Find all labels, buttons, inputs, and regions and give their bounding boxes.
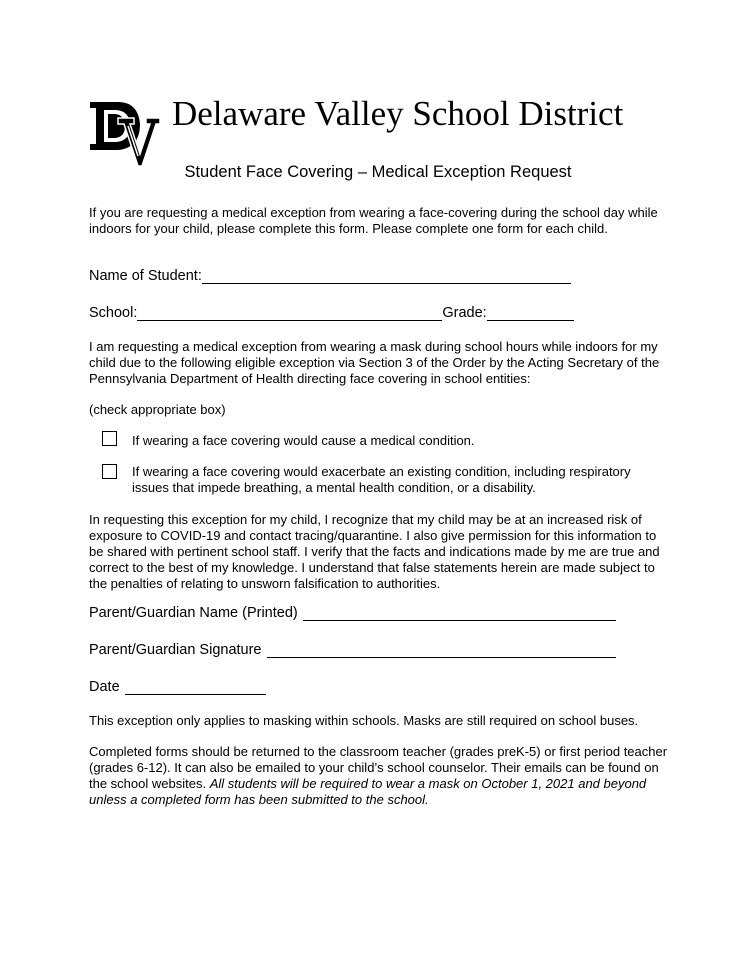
return-note-text: Completed forms should be returned to the classroom teacher (grades preK-5) or first period teacher (grades 6-12). It can also be emailed to your child’s school counselor. Their emails can be found on the school websites. — [89, 744, 668, 791]
return-note — [89, 744, 674, 808]
parent-signature-label: Parent/Guardian Signature — [89, 642, 262, 658]
school-grade-row — [89, 305, 574, 321]
parent-name-row — [89, 605, 616, 621]
form-title: Student Face Covering – Medical Exception Request — [184, 163, 572, 181]
parent-name-label: Parent/Guardian Name (Printed) — [89, 605, 298, 621]
intro-text: If you are requesting a medical exception from wearing a face-covering during the school day while indoors for your child, please complete this form. Please complete one form for each child. — [89, 205, 658, 236]
parent-signature-field[interactable] — [267, 642, 616, 658]
option-label: If wearing a face covering would exacerbate an existing condition, including respiratory issues that impede breathing, a mental health condition, or a disability. — [132, 464, 631, 495]
acknowledgement-text: In requesting this exception for my child, I recognize that my child may be at an increased risk of exposure to COVID-19 and contact tracing/quarantine. I also give permission for this information to be shared with pertinent school staff. I verify that the facts and indications made by me are true and correct to the best of my knowledge. I understand that false statements herein are made subject to the penalties of relating to unsworn falsification to authorities. — [89, 512, 660, 591]
school-label: School: — [89, 305, 138, 321]
student-name-field[interactable] — [202, 268, 571, 284]
date-label: Date — [89, 679, 120, 695]
medical-condition-checkbox[interactable] — [102, 431, 117, 446]
return-note-emphasis: All students will be required to wear a mask on October 1, 2021 and beyond unless a completed form has been submitted to the school. — [89, 776, 647, 807]
option-row-medical-condition — [102, 431, 662, 449]
student-name-label: Name of Student: — [89, 268, 202, 284]
bus-note: This exception only applies to masking within schools. Masks are still required on school buses. — [89, 713, 639, 728]
request-statement: I am requesting a medical exception from wearing a mask during school hours while indoors for my child due to the following eligible exception via Section 3 of the Order by the Acting Secretary of the Pennsylvania Department of Health directing face covering in school entities: — [89, 339, 660, 386]
student-name-row — [89, 268, 571, 284]
parent-name-field[interactable] — [303, 605, 616, 621]
date-row — [89, 679, 266, 695]
school-field[interactable] — [137, 305, 442, 321]
parent-signature-row — [89, 642, 616, 658]
date-field[interactable] — [125, 679, 266, 695]
grade-field[interactable] — [487, 305, 574, 321]
district-logo-icon — [88, 98, 160, 168]
check-instruction: (check appropriate box) — [89, 402, 226, 417]
existing-condition-checkbox[interactable] — [102, 464, 117, 479]
district-name: Delaware Valley School District — [172, 94, 624, 133]
option-row-existing-condition — [102, 464, 642, 496]
option-label: If wearing a face covering would cause a medical condition. — [132, 433, 475, 448]
grade-label: Grade: — [442, 305, 487, 321]
